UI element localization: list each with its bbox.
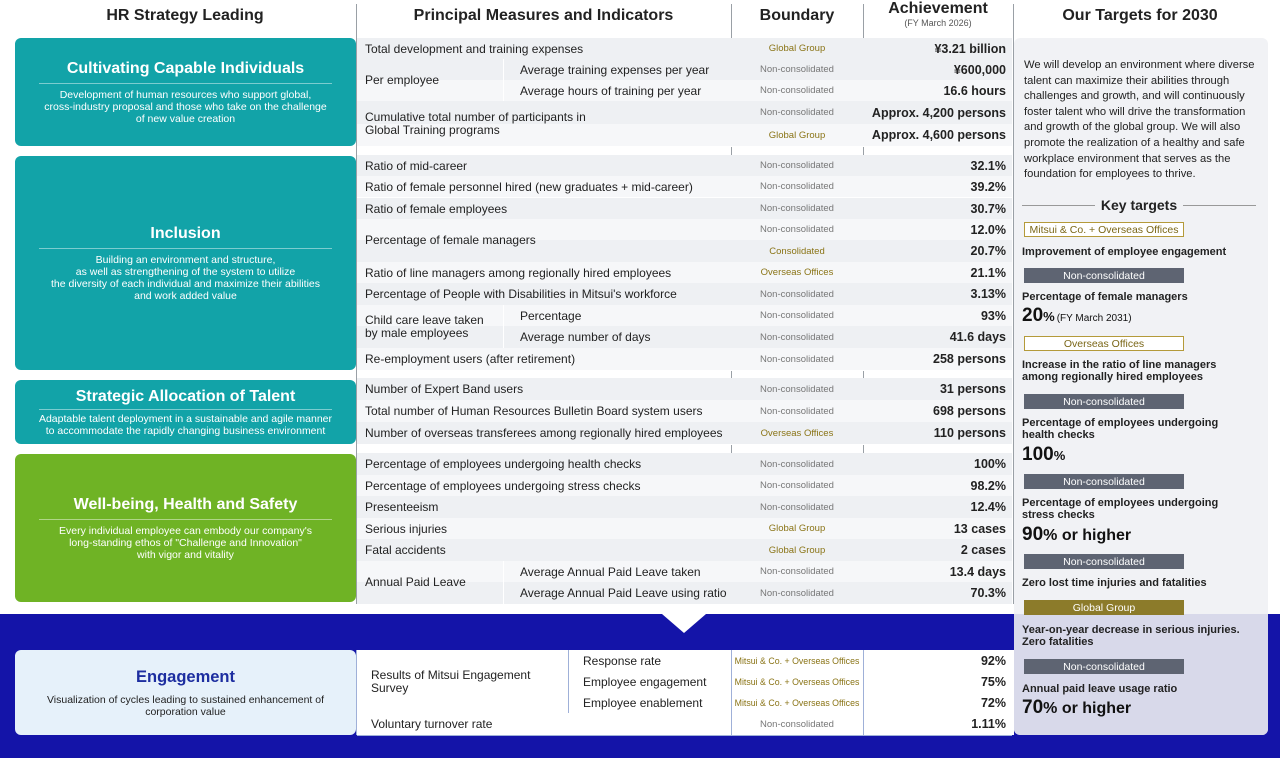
boundary-label: Non-consolidated	[760, 587, 834, 599]
achievement-value: 12.0%	[970, 222, 1006, 237]
target-number: 90	[1022, 524, 1044, 545]
boundary-label: Mitsui & Co. + Overseas Offices	[734, 697, 860, 708]
target-value	[1022, 305, 1132, 327]
boundary-label: Global Group	[768, 129, 826, 141]
achievement-value: ¥3.21 billion	[934, 41, 1006, 56]
achievement-value: Approx. 4,600 persons	[871, 128, 1006, 142]
boundary-label: Global Group	[768, 43, 826, 54]
boundary-label: Non-consolidated	[760, 310, 834, 321]
table-row	[357, 713, 1012, 735]
block-strategic	[15, 380, 356, 444]
table-row	[357, 378, 1012, 400]
measure-label: Employee engagement	[583, 674, 707, 689]
target-text: Year-on-year decrease in serious injuries. Zero fatalities	[1022, 624, 1240, 648]
block-inclusion	[15, 156, 356, 370]
table-row	[357, 348, 1012, 370]
boundary-label: Non-consolidated	[760, 566, 834, 577]
measure-label: Ratio of female employees	[365, 201, 508, 216]
measure-label: Number of Expert Band users	[365, 382, 524, 396]
boundary-label: Non-consolidated	[760, 107, 834, 118]
boundary-label: Non-consolidated	[760, 458, 834, 470]
achievement-value: 21.1%	[970, 265, 1006, 280]
block-title: Well-being, Health and Safety	[39, 496, 332, 520]
table-row	[357, 155, 1012, 176]
target-tag: Non-consolidated	[1024, 659, 1184, 674]
achievement-value: 93%	[980, 308, 1006, 323]
measure-group-label: Percentage of female managers	[365, 233, 536, 247]
target-tag: Mitsui & Co. + Overseas Offices	[1024, 222, 1184, 237]
achievement-value: Approx. 4,200 persons	[871, 105, 1006, 120]
measure-label: Voluntary turnover rate	[371, 717, 493, 731]
measure-label: Re-employment users (after retirement)	[365, 352, 576, 366]
measure-label: Percentage of People with Disabilities in Mitsui's workforce	[365, 287, 677, 301]
measure-label: Percentage of employees undergoing health checks	[365, 457, 642, 471]
measure-label: Average hours of training per year	[520, 83, 702, 98]
block-wellbeing	[15, 454, 356, 602]
boundary-label: Non-consolidated	[760, 331, 834, 343]
header-achievement-label: Achievement	[888, 0, 988, 17]
measure-label: Fatal accidents	[365, 543, 446, 557]
measure-group-label: Cumulative total number of participants in Global Training programs	[365, 109, 586, 137]
boundary-label: Mitsui & Co. + Overseas Offices	[734, 655, 860, 666]
table-row	[357, 176, 1012, 197]
header-boundary: Boundary	[759, 7, 835, 24]
table-row	[357, 422, 1012, 444]
achievement-value: 258 persons	[933, 352, 1006, 366]
target-note: (FY March 2031)	[1056, 313, 1132, 324]
target-text: Percentage of female managers	[1022, 291, 1188, 303]
header-achievement-sub: (FY March 2026)	[904, 18, 972, 28]
table-row	[357, 262, 1012, 283]
measure-label: Percentage	[520, 308, 582, 323]
measure-label: Serious injuries	[365, 521, 448, 536]
table-row	[357, 453, 1012, 475]
measure-label: Response rate	[583, 653, 662, 668]
table-row	[357, 38, 1012, 59]
target-unit: %	[1043, 309, 1055, 324]
target-text: Increase in the ratio of line managers among regionally hired employees	[1022, 359, 1217, 383]
measure-label: Average number of days	[520, 330, 651, 344]
target-tag: Non-consolidated	[1024, 268, 1184, 283]
boundary-label: Non-consolidated	[760, 501, 834, 513]
achievement-value: 100%	[974, 457, 1006, 471]
achievement-value: 32.1%	[970, 158, 1006, 173]
measure-label: Total development and training expenses	[365, 41, 584, 56]
boundary-label: Non-consolidated	[760, 718, 834, 730]
boundary-label: Mitsui & Co. + Overseas Offices	[734, 676, 860, 687]
table-row	[357, 198, 1012, 219]
block-desc: Visualization of cycles leading to sustained enhancement of corporation value	[46, 693, 325, 718]
table-row	[357, 539, 1012, 561]
block-title: Engagement	[135, 667, 236, 686]
boundary-label: Global Group	[768, 544, 826, 556]
block-desc: Development of human resources who support global, cross-industry proposal and those who take on the challenge of new value creation	[44, 88, 327, 125]
key-targets-title	[1022, 196, 1256, 214]
achievement-value: ¥600,000	[953, 62, 1006, 77]
target-tag: Non-consolidated	[1024, 554, 1184, 569]
block-title: Cultivating Capable Individuals	[39, 60, 332, 84]
target-tag: Overseas Offices	[1024, 336, 1184, 351]
achievement-value: 13.4 days	[949, 564, 1006, 579]
achievement-value: 16.6 hours	[943, 83, 1006, 98]
target-tag: Non-consolidated	[1024, 394, 1184, 409]
targets-intro: We will develop an environment where diverse talent can maximize their abilities through challenges and growth, and will continuously foster talent who will drive the transformation and growth of the global group. We will also promote the realization of a healthy and safe workplace environment that serves as the foundation for employees to thrive.	[1024, 59, 1255, 181]
measure-label: Percentage of employees undergoing stress checks	[365, 478, 641, 493]
boundary-label: Non-consolidated	[760, 383, 834, 395]
target-tag: Global Group	[1024, 600, 1184, 615]
target-unit: % or higher	[1043, 527, 1132, 544]
key-targets-label: Key targets	[1100, 197, 1178, 213]
target-value	[1022, 697, 1131, 719]
block-desc: Adaptable talent deployment in a sustainable and agile manner to accommodate the rapidly changing business environment	[38, 412, 333, 437]
measure-label: Ratio of mid-career	[365, 158, 468, 173]
target-number: 20	[1022, 305, 1044, 326]
boundary-label: Non-consolidated	[760, 181, 834, 192]
boundary-label: Global Group	[768, 523, 826, 534]
header-achievement	[864, 0, 1012, 32]
target-text: Annual paid leave usage ratio	[1022, 683, 1178, 695]
boundary-label: Non-consolidated	[760, 224, 834, 235]
block-title: Inclusion	[39, 225, 332, 249]
measure-label: Average Annual Paid Leave taken	[520, 564, 701, 579]
block-engagement	[15, 650, 356, 735]
target-tag: Non-consolidated	[1024, 474, 1184, 489]
target-unit: %	[1053, 448, 1066, 463]
target-number: 100	[1022, 444, 1054, 465]
block-desc: Building an environment and structure, as well as strengthening of the system to utilize the diversity of each individual and maximize their abilities and work added value	[50, 253, 321, 302]
target-number: 70	[1022, 697, 1044, 718]
measure-label: Presenteeism	[365, 500, 439, 514]
achievement-value: 12.4%	[970, 500, 1006, 514]
measure-group-label: Results of Mitsui Engagement Survey	[371, 667, 531, 695]
table-row	[357, 475, 1012, 496]
boundary-label: Non-consolidated	[760, 64, 834, 75]
measure-label: Total number of Human Resources Bulletin Board system users	[365, 404, 703, 418]
measure-label: Ratio of line managers among regionally hired employees	[365, 265, 672, 280]
target-value	[1022, 444, 1065, 466]
achievement-value: 70.3%	[970, 586, 1006, 600]
achievement-value: 98.2%	[970, 478, 1006, 493]
achievement-value: 92%	[980, 653, 1006, 668]
measure-label: Employee enablement	[583, 695, 703, 710]
achievement-value: 2 cases	[960, 543, 1006, 557]
table-row	[357, 400, 1012, 422]
boundary-label: Consolidated	[769, 245, 825, 257]
target-text: Percentage of employees undergoing stress checks	[1022, 497, 1219, 521]
achievement-value: 72%	[980, 695, 1006, 710]
measure-label: Number of overseas transferees among regionally hired employees	[365, 426, 723, 440]
achievement-value: 41.6 days	[949, 330, 1006, 344]
target-text: Zero lost time injuries and fatalities	[1022, 577, 1207, 589]
measure-label: Average Annual Paid Leave using ratio	[520, 586, 727, 600]
table-row	[357, 518, 1012, 539]
boundary-label: Non-consolidated	[760, 288, 834, 300]
boundary-label: Non-consolidated	[760, 203, 834, 214]
target-text: Improvement of employee engagement	[1022, 246, 1227, 258]
achievement-value: 39.2%	[970, 179, 1006, 194]
target-value	[1022, 524, 1131, 546]
boundary-label: Non-consolidated	[760, 405, 834, 417]
achievement-value: 3.13%	[970, 287, 1006, 301]
boundary-label: Non-consolidated	[760, 353, 834, 365]
header-targets: Our Targets for 2030	[1062, 7, 1218, 24]
boundary-label: Non-consolidated	[760, 480, 834, 491]
table-row	[357, 496, 1012, 518]
achievement-value: 75%	[980, 674, 1006, 689]
measure-group-label: Per employee	[365, 72, 440, 87]
measure-label: Average training expenses per year	[520, 62, 710, 77]
band-notch	[662, 614, 706, 633]
achievement-value: 110 persons	[933, 426, 1006, 440]
measure-label: Ratio of female personnel hired (new graduates + mid-career)	[365, 179, 693, 194]
boundary-label: Overseas Offices	[760, 267, 834, 278]
header-measures: Principal Measures and Indicators	[413, 7, 674, 24]
measure-group-label: Annual Paid Leave	[365, 575, 466, 589]
achievement-value: 20.7%	[970, 244, 1006, 258]
achievement-value: 698 persons	[933, 404, 1006, 418]
boundary-label: Non-consolidated	[760, 160, 834, 171]
table-row	[357, 283, 1012, 305]
achievement-value: 1.11%	[971, 717, 1006, 731]
achievement-value: 13 cases	[953, 521, 1006, 536]
block-desc: Every individual employee can embody our company's long-standing ethos of "Challenge and Innovation" with vigor and vitality	[59, 524, 312, 561]
achievement-value: 30.7%	[970, 201, 1006, 216]
boundary-label: Non-consolidated	[760, 85, 834, 96]
boundary-label: Overseas Offices	[760, 427, 834, 439]
achievement-value: 31 persons	[939, 382, 1006, 396]
block-cultivating	[15, 38, 356, 146]
header-strategy: HR Strategy Leading	[106, 7, 264, 24]
target-unit: % or higher	[1043, 700, 1132, 717]
measure-group-label: Child care leave taken by male employees	[365, 312, 484, 340]
target-text: Percentage of employees undergoing health checks	[1022, 417, 1219, 441]
block-title: Strategic Allocation of Talent	[39, 388, 332, 410]
